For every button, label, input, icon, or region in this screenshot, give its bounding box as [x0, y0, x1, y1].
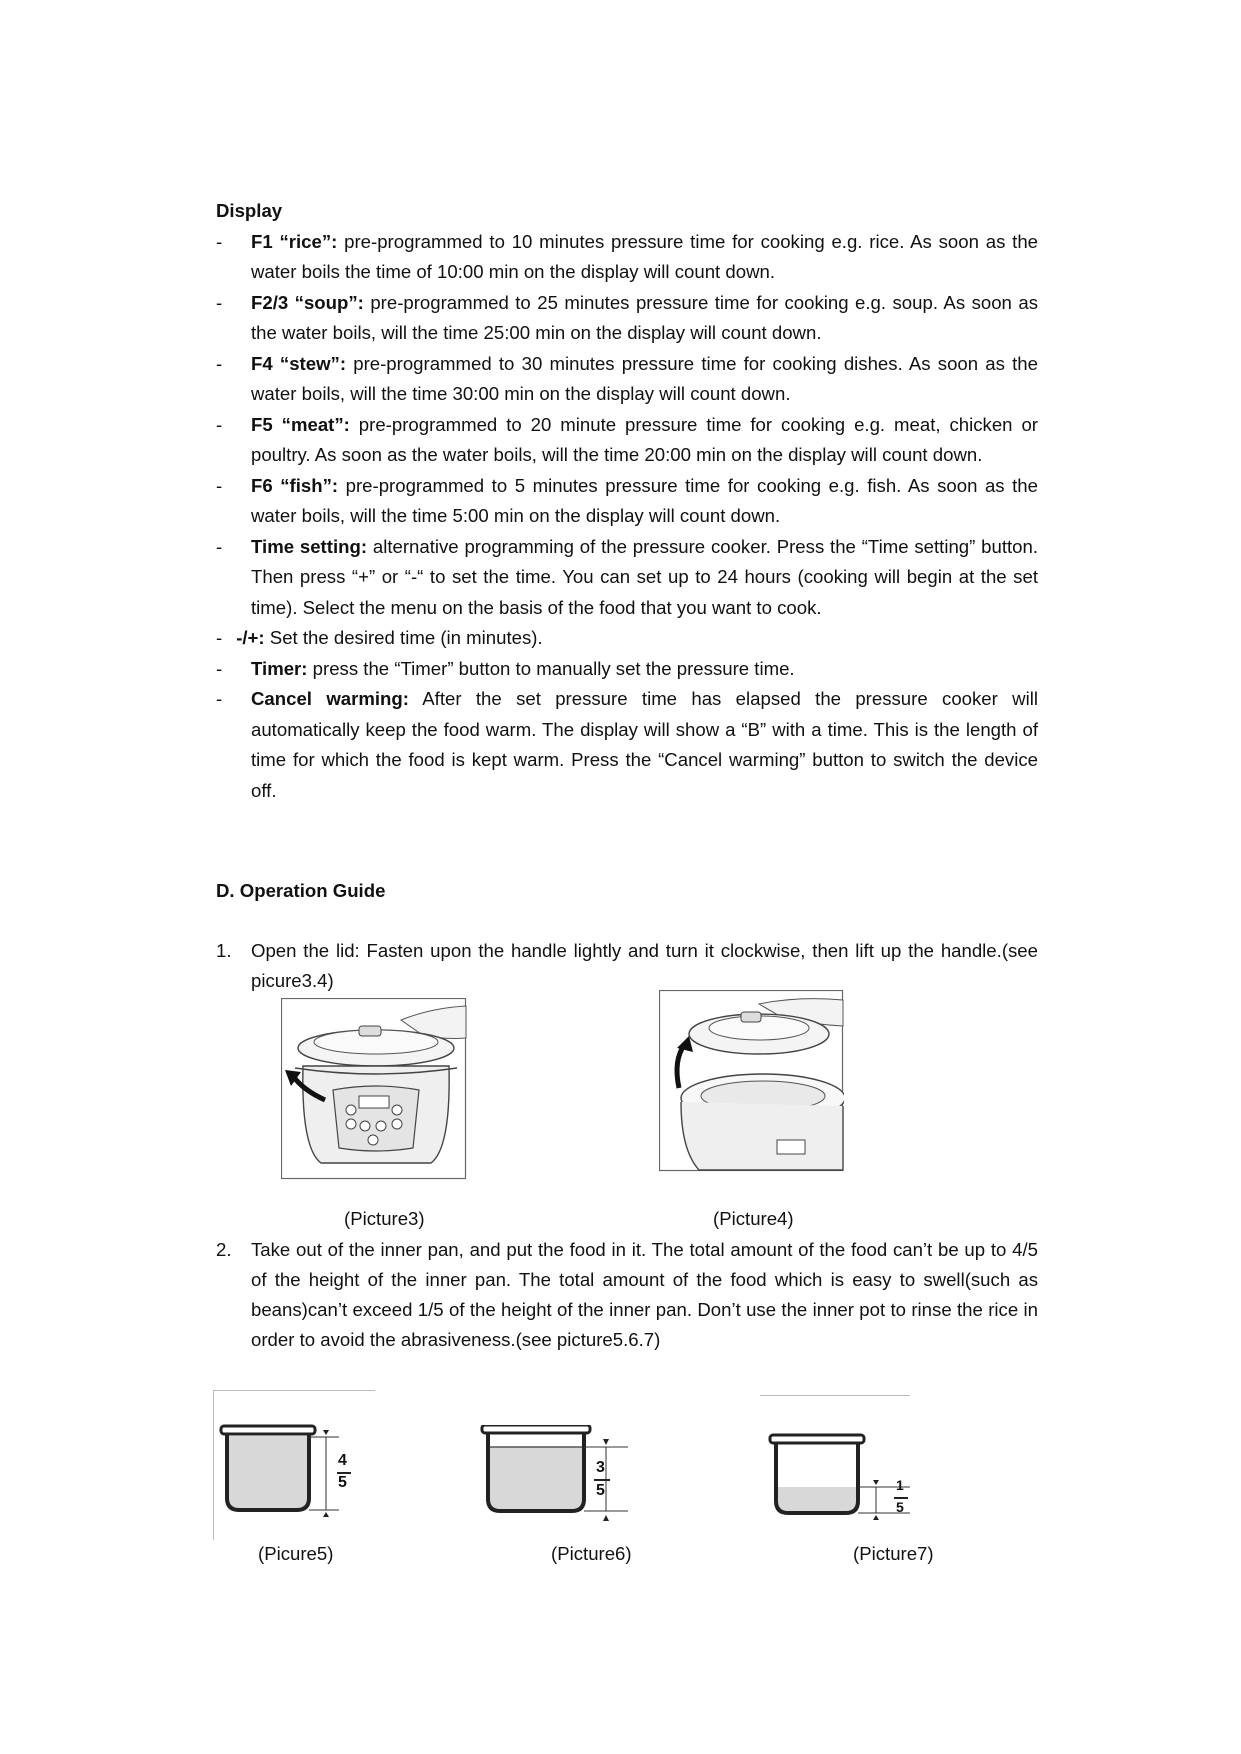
picture5-inner-pan-4-5: 4 5 — [213, 1390, 375, 1540]
picture5-caption: (Picure5) — [258, 1543, 334, 1564]
list-item: - F1 “rice”: pre-programmed to 10 minutes pressure time for cooking e.g. rice. As soon as the water boils the time of 10:00 min on the display will count down. — [216, 230, 1038, 282]
operation-guide-heading: D. Operation Guide — [216, 880, 386, 901]
display-section — [216, 196, 1038, 806]
display-heading: Display — [216, 200, 283, 221]
list-item: - F2/3 “soup”: pre-programmed to 25 minutes pressure time for cooking e.g. soup. As soon as the water boils, will the time 25:00 min on the display will count down. — [216, 291, 1038, 343]
step-1: 1. Open the lid: Fasten upon the handle lightly and turn it clockwise, then lift up the handle.(see picure3.4) — [216, 940, 1038, 991]
picture6-caption: (Picture6) — [551, 1543, 632, 1564]
picture6-inner-pan-3-5: 3 5 — [478, 1425, 630, 1535]
picture7-inner-pan-1-5: 1 5 — [760, 1395, 920, 1535]
picture3-cooker-illustration — [281, 998, 467, 1180]
list-item: - -/+: Set the desired time (in minutes). — [216, 627, 543, 648]
list-item: - Cancel warming: After the set pressure time has elapsed the pressure cooker will automatically keep the food warm. The display will show a “B” with a time. This is the length of time for which the food is kept warm. Press the “Cancel warming” button to switch the device off. — [216, 688, 1038, 801]
picture4-lid-lifted-illustration — [659, 990, 844, 1172]
step-2: 2. Take out of the inner pan, and put the food in it. The total amount of the food can’t be up to 4/5 of the height of the inner pan. The total amount of the food which is easy to swell(such as beans)can’t exceed 1/5 of the height of the inner pan. Don’t use the inner pot to rinse the rice in order to avoid the abrasiveness.(see picture5.6.7) — [216, 1239, 1038, 1350]
picture4-caption: (Picture4) — [713, 1208, 794, 1229]
list-item: - F6 “fish”: pre-programmed to 5 minutes pressure time for cooking e.g. fish. As soon as the water boils, will the time 5:00 min on the display will count down. — [216, 474, 1038, 526]
display-list — [216, 227, 1038, 807]
list-item: - Timer: press the “Timer” button to manually set the pressure time. — [216, 657, 795, 679]
list-item: - F4 “stew”: pre-programmed to 30 minutes pressure time for cooking dishes. As soon as the water boils, will the time 30:00 min on the display will count down. — [216, 352, 1038, 404]
list-item: - F5 “meat”: pre-programmed to 20 minute pressure time for cooking e.g. meat, chicken or poultry. As soon as the water boils, will the time 20:00 min on the display will count down. — [216, 413, 1038, 465]
picture3-caption: (Picture3) — [344, 1208, 425, 1229]
picture7-caption: (Picture7) — [853, 1543, 934, 1564]
list-item: - Time setting: alternative programming of the pressure cooker. Press the “Time setting” button. Then press “+” or “-“ to set the time. You can set up to 24 hours (cooking will begin at the set time). Select the menu on the basis of the food that you want to cook. — [216, 535, 1039, 618]
